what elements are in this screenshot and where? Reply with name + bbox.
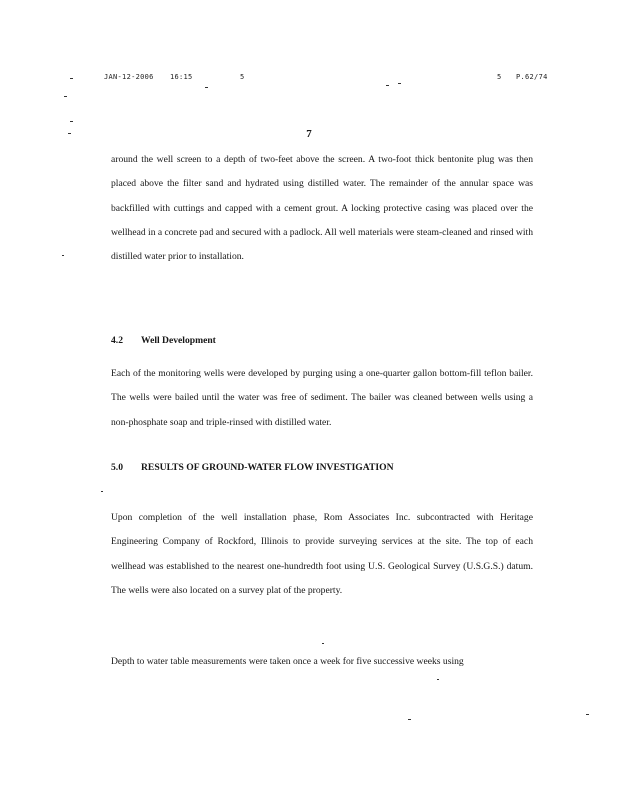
scan-speck	[62, 255, 64, 256]
section-heading-results	[111, 462, 394, 473]
fax-field-a: 5	[240, 73, 245, 81]
scan-speck	[322, 643, 324, 644]
fax-date: JAN-12-2006	[104, 73, 154, 81]
scan-speck	[101, 491, 103, 492]
paragraph-survey: Upon completion of the well installation phase, Rom Associates Inc. subcontracted with Heritage Engineering Company of Rockford, Illinois to provide surveying services at the site. The top of each wellhead was established to the nearest one-hundredth foot using U.S. Geological Survey (U.S.G.S.) datum. The wells were also located on a survey plat of the property.	[111, 512, 533, 596]
scan-speck	[586, 714, 589, 715]
scan-speck	[437, 679, 439, 680]
scan-speck	[205, 87, 208, 88]
section-heading-well-development	[111, 335, 216, 346]
scan-speck	[386, 85, 389, 86]
section-title: RESULTS OF GROUND-WATER FLOW INVESTIGATION	[141, 462, 394, 473]
scan-speck	[64, 96, 67, 97]
scan-speck	[70, 121, 73, 122]
fax-field-b: 5	[497, 73, 502, 81]
scan-speck	[70, 78, 73, 79]
scan-speck	[398, 83, 401, 84]
section-number: 4.2	[111, 335, 123, 346]
fax-page-count: P.62/74	[516, 73, 548, 81]
section-number: 5.0	[111, 462, 123, 473]
fax-time: 16:15	[170, 73, 193, 81]
paragraph-depth-measurements: Depth to water table measurements were taken once a week for five successive weeks using	[111, 656, 464, 667]
scan-speck	[408, 719, 411, 720]
paragraph-well-development: Each of the monitoring wells were developed by purging using a one-quarter gallon bottom-fill teflon bailer. The wells were bailed until the water was free of sediment. The bailer was cleaned between wells using a non-phosphate soap and triple-rinsed with distilled water.	[111, 368, 533, 428]
page-number: 7	[306, 128, 312, 140]
section-title: Well Development	[141, 335, 216, 346]
paragraph-well-construction: around the well screen to a depth of two-feet above the screen. A two-foot thick bentonite plug was then placed above the filter sand and hydrated using distilled water. The remainder of the annular space was backfilled with cuttings and capped with a cement grout. A locking protective casing was placed over the wellhead in a concrete pad and secured with a padlock. All well materials were steam-cleaned and rinsed with distilled water prior to installation.	[111, 154, 533, 263]
